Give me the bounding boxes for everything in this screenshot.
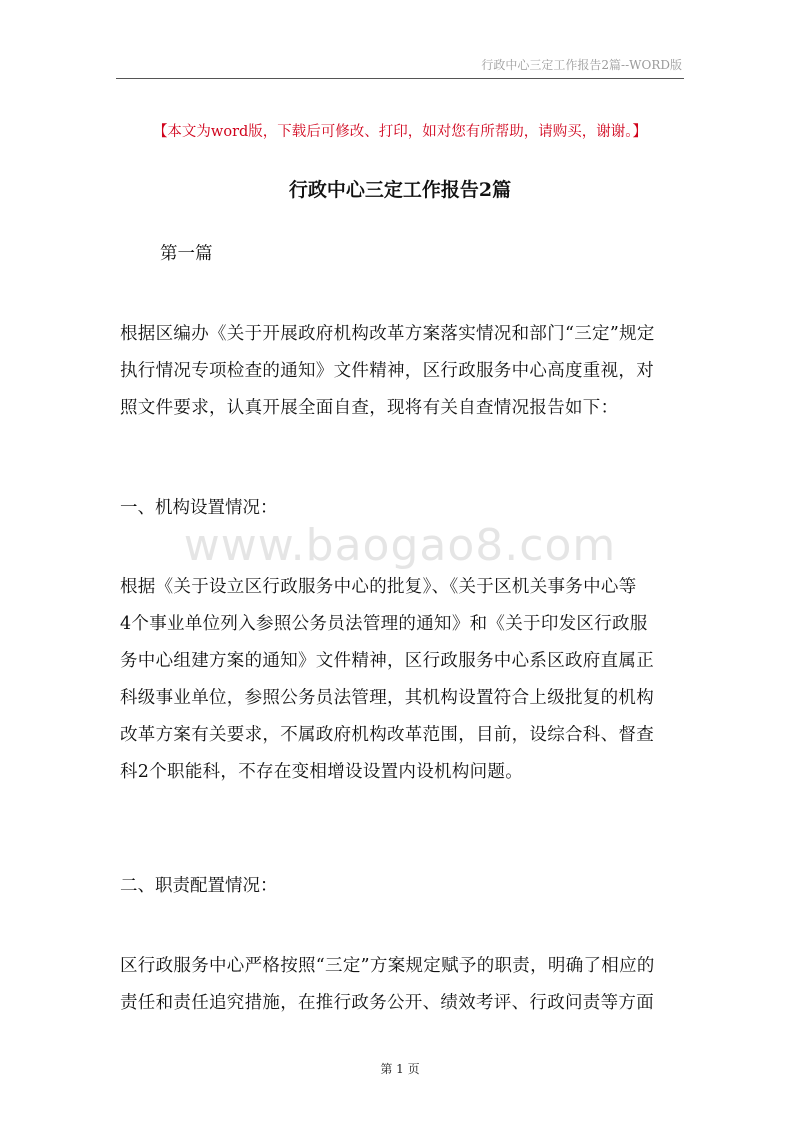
paragraph-line: 照文件要求，认真开展全面自查，现将有关自查情况报告如下：	[120, 398, 619, 418]
paragraph-line: 根据区编办《关于开展政府机构改革方案落实情况和部门“三定”规定	[120, 324, 655, 344]
paragraph-line: 改革方案有关要求，不属政府机构改革范围，目前，设综合科、督查	[120, 725, 654, 745]
section-label: 第一篇	[160, 244, 213, 264]
heading-responsibilities: 二、职责配置情况：	[120, 876, 278, 896]
paragraph-line: 根据《关于设立区行政服务中心的批复》、《关于区机关事务中心等	[120, 577, 637, 597]
paragraph-line: 执行情况专项检查的通知》文件精神，区行政服务中心高度重视，对	[120, 361, 654, 381]
purchase-notice: 【本文为word版，下载后可修改、打印，如对您有所帮助，请购买，谢谢。】	[152, 124, 648, 140]
paragraph-line: 责任和责任追究措施，在推行政务公开、绩效考评、行政问责等方面	[120, 993, 654, 1013]
page-number: 第 1 页	[380, 1062, 420, 1076]
paragraph-line: 务中心组建方案的通知》文件精神，区行政服务中心系区政府直属正	[120, 651, 654, 671]
document-title: 行政中心三定工作报告2篇	[288, 179, 512, 201]
watermark: www.baogao8.com	[183, 520, 617, 571]
paragraph-intro	[120, 316, 680, 427]
paragraph-line: 4个事业单位列入参照公务员法管理的通知》和《关于印发区行政服	[120, 614, 648, 634]
running-header: 行政中心三定工作报告2篇--WORD版	[481, 58, 682, 72]
paragraph-line: 科2个职能科，不存在变相增设设置内设机构问题。	[120, 762, 524, 782]
paragraph-responsibilities	[120, 948, 680, 1022]
paragraph-line: 科级事业单位，参照公务员法管理，其机构设置符合上级批复的机构	[120, 688, 654, 708]
heading-organization: 一、机构设置情况：	[120, 498, 278, 518]
paragraph-line: 区行政服务中心严格按照“三定”方案规定赋予的职责，明确了相应的	[120, 956, 655, 976]
paragraph-organization	[120, 569, 680, 791]
header-divider	[116, 78, 684, 79]
